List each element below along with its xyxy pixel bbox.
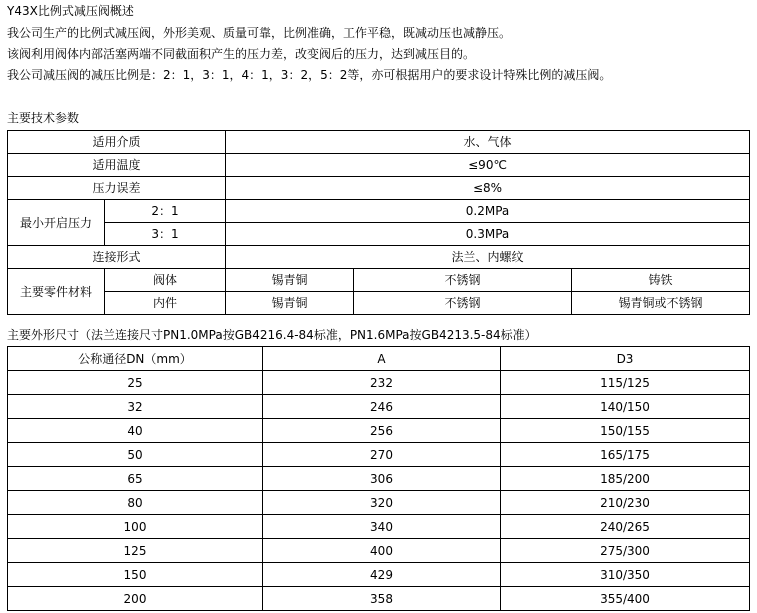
ratio-label: 3：1 (105, 223, 226, 246)
table-row (8, 395, 750, 419)
table-row (8, 539, 750, 563)
table-row (8, 371, 750, 395)
param-value: ≤8% (226, 177, 750, 200)
overview-line: 我公司生产的比例式减压阀，外形美观、质量可靠，比例准确，工作平稳，既减动压也减静压。 (7, 26, 512, 40)
param-value: 0.2MPa (226, 200, 750, 223)
table-cell: 200 (8, 587, 263, 611)
params-heading: 主要技术参数 (7, 111, 80, 125)
table-cell: 256 (263, 419, 501, 443)
material-cell: 铸铁 (572, 269, 750, 292)
overview-line: 我公司减压阀的减压比例是：2：1，3：1，4：1，3：2，5：2等，亦可根据用户的要求设计特殊比例的减压阀。 (7, 68, 612, 82)
table-row (8, 154, 750, 177)
table-row (8, 131, 750, 154)
table-row (8, 587, 750, 611)
table-row (8, 467, 750, 491)
dimensions-body (8, 371, 750, 611)
table-row (8, 563, 750, 587)
table-cell: 125 (8, 539, 263, 563)
column-header: D3 (501, 347, 750, 371)
table-cell: 358 (263, 587, 501, 611)
param-value: 0.3MPa (226, 223, 750, 246)
param-label: 主要零件材料 (8, 269, 105, 315)
table-cell: 232 (263, 371, 501, 395)
table-cell: 270 (263, 443, 501, 467)
table-row (8, 200, 750, 223)
material-cell: 锡青铜 (226, 269, 354, 292)
table-row (8, 269, 750, 292)
table-cell: 65 (8, 467, 263, 491)
table-cell: 240/265 (501, 515, 750, 539)
material-cell: 锡青铜或不锈钢 (572, 292, 750, 315)
dimensions-table (7, 346, 750, 611)
part-label: 阀体 (105, 269, 226, 292)
material-cell: 不锈钢 (354, 269, 572, 292)
param-label: 最小开启压力 (8, 200, 105, 246)
table-row (8, 515, 750, 539)
table-header-row (8, 347, 750, 371)
material-cell: 不锈钢 (354, 292, 572, 315)
table-cell: 150 (8, 563, 263, 587)
table-cell: 80 (8, 491, 263, 515)
param-label: 适用介质 (8, 131, 226, 154)
param-value: 水、气体 (226, 131, 750, 154)
table-cell: 185/200 (501, 467, 750, 491)
table-cell: 40 (8, 419, 263, 443)
column-header: 公称通径DN（mm） (8, 347, 263, 371)
param-label: 连接形式 (8, 246, 226, 269)
table-cell: 115/125 (501, 371, 750, 395)
table-row (8, 223, 750, 246)
table-row (8, 246, 750, 269)
table-row (8, 177, 750, 200)
overview-line: 该阀利用阀体内部活塞两端不同截面积产生的压力差，改变阀后的压力，达到减压目的。 (7, 47, 476, 61)
table-cell: 355/400 (501, 587, 750, 611)
tech-params-table (7, 130, 750, 315)
table-cell: 100 (8, 515, 263, 539)
table-row (8, 443, 750, 467)
table-cell: 50 (8, 443, 263, 467)
table-cell: 275/300 (501, 539, 750, 563)
table-cell: 340 (263, 515, 501, 539)
table-cell: 32 (8, 395, 263, 419)
table-row (8, 292, 750, 315)
param-value: ≤90℃ (226, 154, 750, 177)
table-cell: 140/150 (501, 395, 750, 419)
overview-title: Y43X比例式减压阀概述 (7, 4, 134, 18)
table-cell: 150/155 (501, 419, 750, 443)
param-value: 法兰、内螺纹 (226, 246, 750, 269)
table-cell: 165/175 (501, 443, 750, 467)
param-label: 压力误差 (8, 177, 226, 200)
table-cell: 306 (263, 467, 501, 491)
table-cell: 320 (263, 491, 501, 515)
material-cell: 锡青铜 (226, 292, 354, 315)
table-cell: 429 (263, 563, 501, 587)
table-cell: 25 (8, 371, 263, 395)
table-row (8, 419, 750, 443)
param-label: 适用温度 (8, 154, 226, 177)
dims-heading: 主要外形尺寸（法兰连接尺寸PN1.0MPa按GB4216.4-84标准，PN1.6MPa按GB4213.5-84标准） (7, 328, 537, 342)
table-cell: 210/230 (501, 491, 750, 515)
table-cell: 400 (263, 539, 501, 563)
table-cell: 246 (263, 395, 501, 419)
column-header: A (263, 347, 501, 371)
table-cell: 310/350 (501, 563, 750, 587)
ratio-label: 2：1 (105, 200, 226, 223)
table-row (8, 491, 750, 515)
part-label: 内件 (105, 292, 226, 315)
